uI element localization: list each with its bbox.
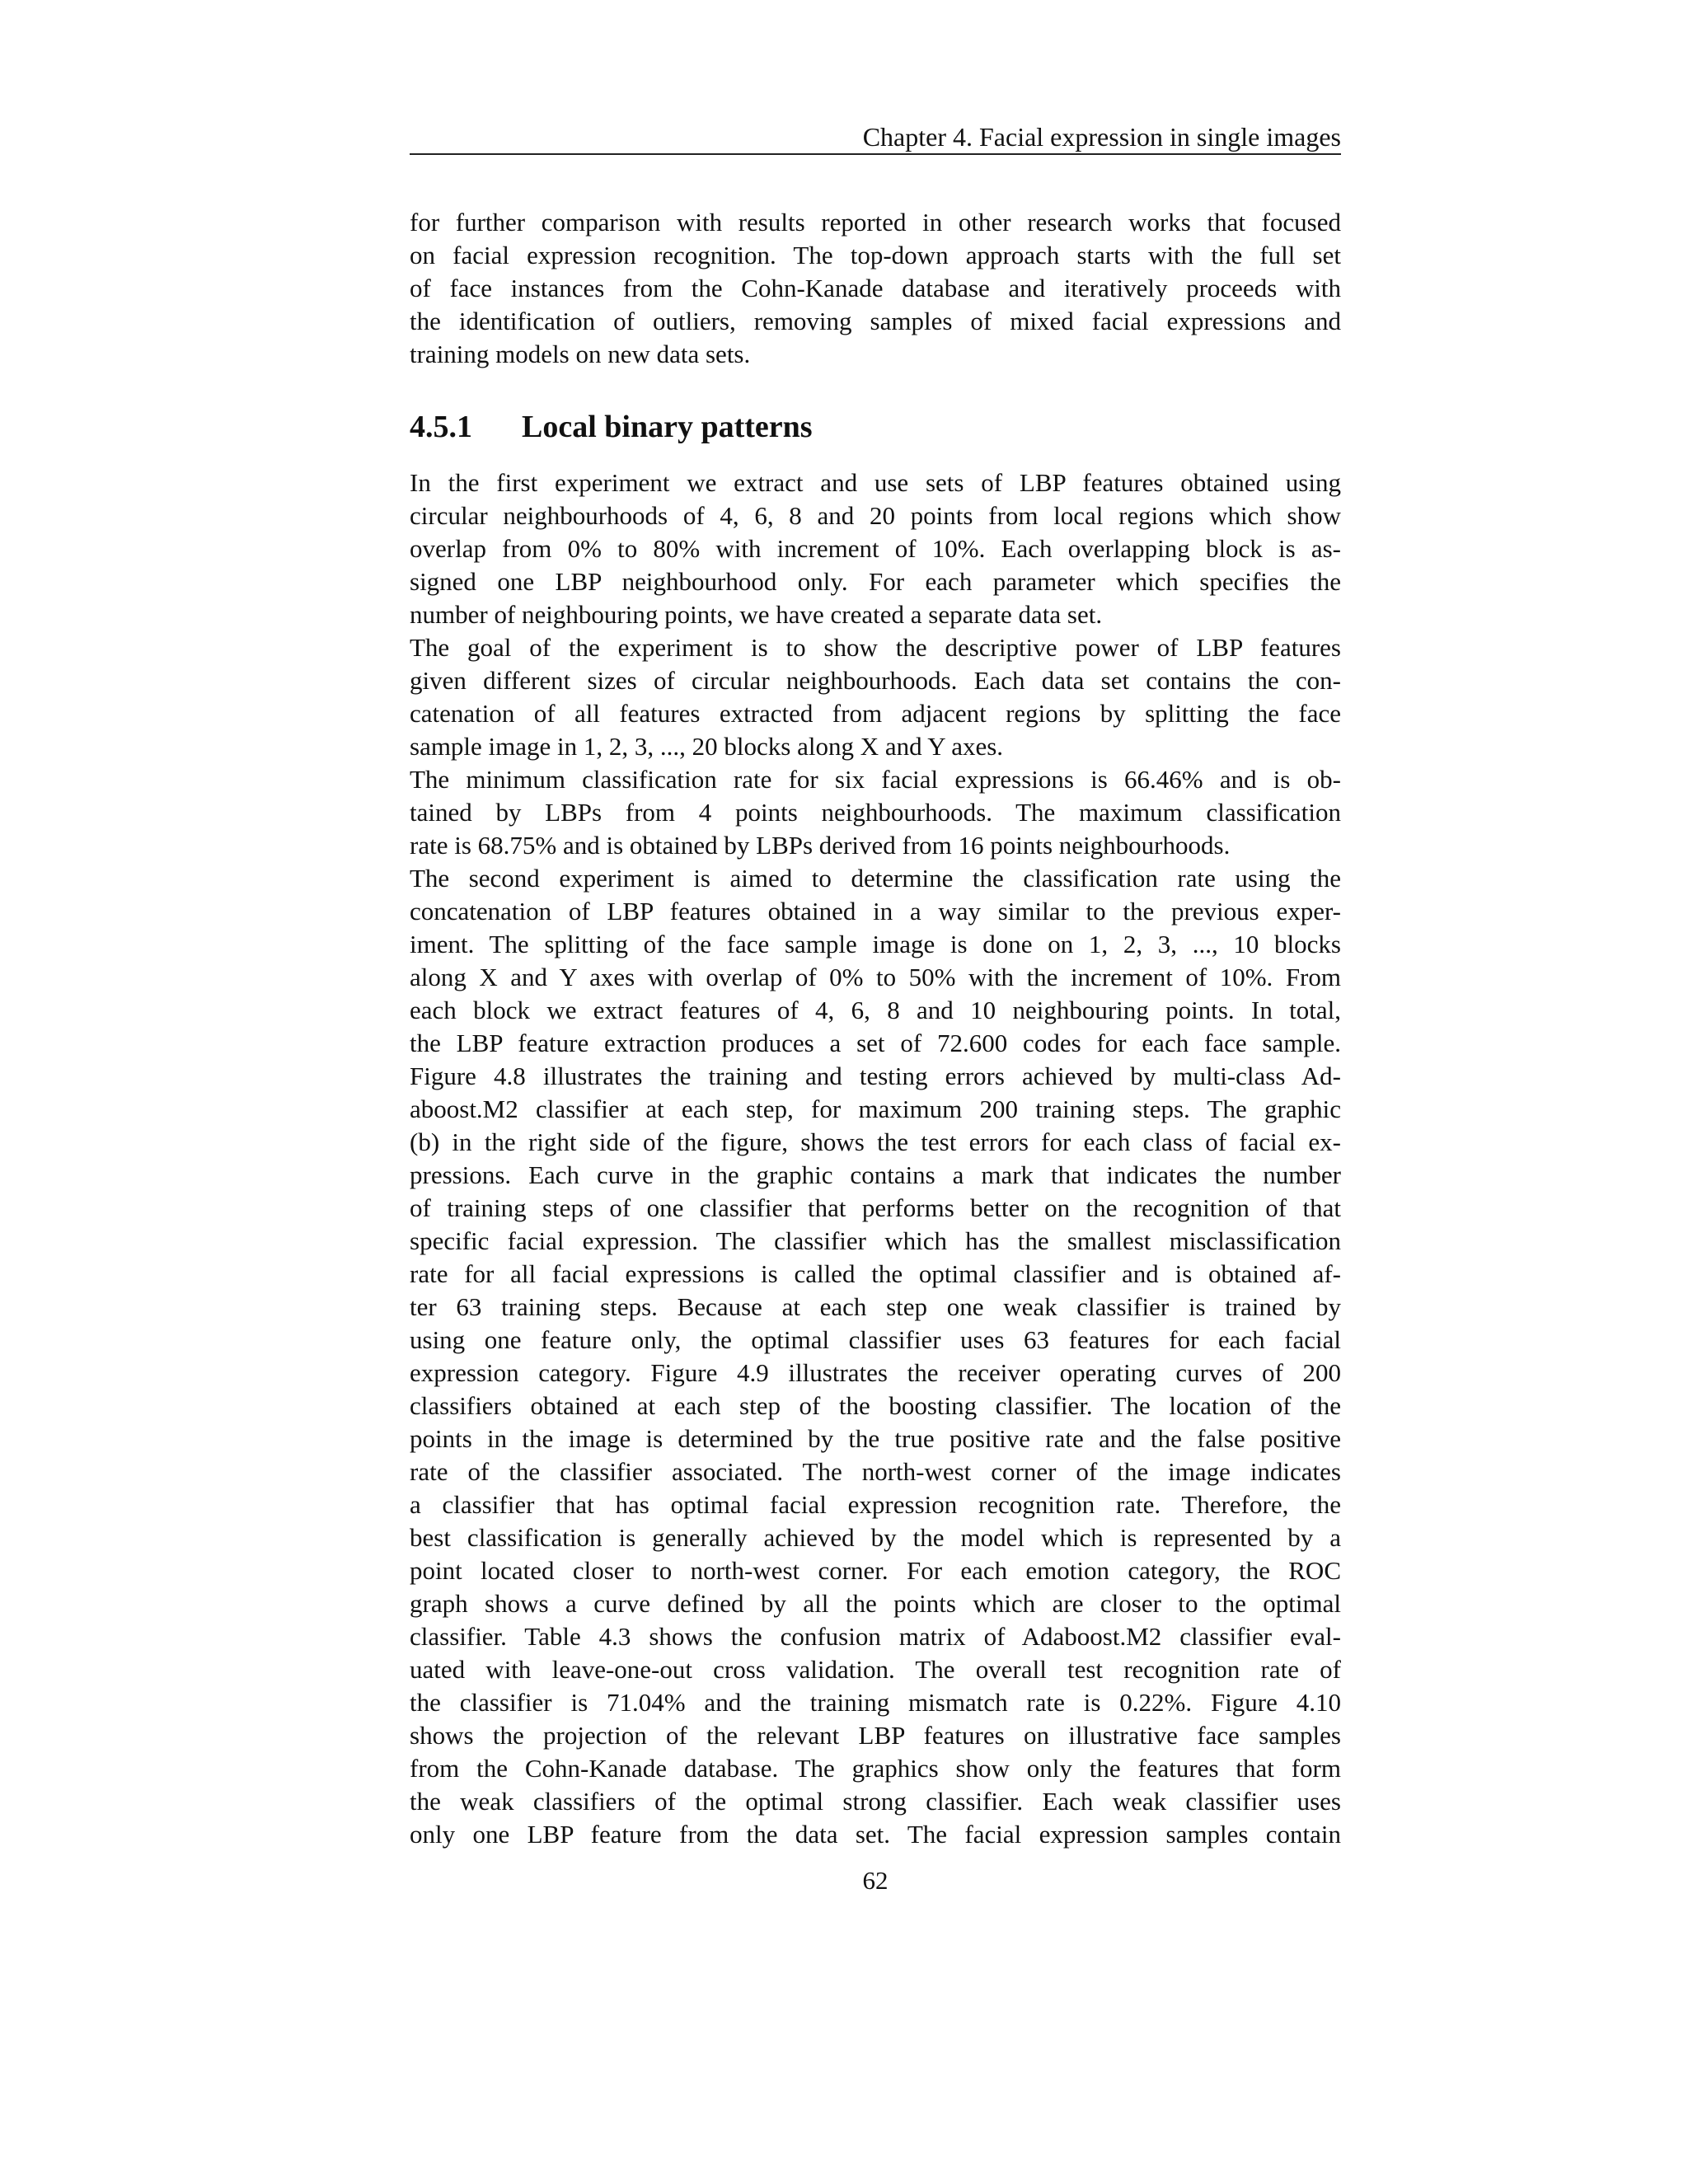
text-line: signed one LBP neighbourhood only. For each parameter which specifies the <box>410 567 1341 596</box>
text-line: catenation of all features extracted from adjacent regions by splitting the face <box>410 699 1341 728</box>
text-line: rate of the classifier associated. The north-west corner of the image indicates <box>410 1457 1341 1486</box>
intro-paragraph <box>410 206 1341 371</box>
text-line: tained by LBPs from 4 points neighbourhoods. The maximum classification <box>410 798 1341 827</box>
text-line: training models on new data sets. <box>410 340 751 368</box>
text-line: best classification is generally achieved by the model which is represented by a <box>410 1523 1341 1552</box>
text-line: The goal of the experiment is to show the descriptive power of LBP features <box>410 633 1341 662</box>
text-line: the classifier is 71.04% and the training mismatch rate is 0.22%. Figure 4.10 <box>410 1688 1341 1717</box>
text-line: overlap from 0% to 80% with increment of 10%. Each overlapping block is as- <box>410 534 1341 563</box>
text-line: (b) in the right side of the figure, shows the test errors for each class of facial ex- <box>410 1127 1341 1156</box>
text-line: given different sizes of circular neighbourhoods. Each data set contains the con- <box>410 666 1341 695</box>
text-line: each block we extract features of 4, 6, 8 and 10 neighbouring points. In total, <box>410 996 1341 1024</box>
text-line: points in the image is determined by the true positive rate and the false positive <box>410 1424 1341 1453</box>
text-line: a classifier that has optimal facial expression recognition rate. Therefore, the <box>410 1490 1341 1519</box>
text-line: shows the projection of the relevant LBP features on illustrative face samples <box>410 1721 1341 1750</box>
text-line: only one LBP feature from the data set. The facial expression samples contain <box>410 1820 1341 1849</box>
text-line: aboost.M2 classifier at each step, for maximum 200 training steps. The graphic <box>410 1094 1341 1123</box>
text-line: of training steps of one classifier that performs better on the recognition of that <box>410 1193 1341 1222</box>
text-line: on facial expression recognition. The top-down approach starts with the full set <box>410 241 1341 269</box>
text-line: point located closer to north-west corner. For each emotion category, the ROC <box>410 1556 1341 1585</box>
text-line: specific facial expression. The classifier which has the smallest misclassification <box>410 1226 1341 1255</box>
section-number: 4.5.1 <box>410 410 472 444</box>
text-line: for further comparison with results reported in other research works that focused <box>410 208 1341 237</box>
text-line: using one feature only, the optimal classifier uses 63 features for each facial <box>410 1325 1341 1354</box>
text-line: pressions. Each curve in the graphic contains a mark that indicates the number <box>410 1160 1341 1189</box>
page-number: 62 <box>862 1866 889 1895</box>
section-title: Local binary patterns <box>522 410 813 444</box>
text-line: iment. The splitting of the face sample image is done on 1, 2, 3, ..., 10 blocks <box>410 930 1341 958</box>
text-line: circular neighbourhoods of 4, 6, 8 and 20 points from local regions which show <box>410 501 1341 530</box>
text-line: The second experiment is aimed to determine the classification rate using the <box>410 864 1341 893</box>
text-line: rate is 68.75% and is obtained by LBPs derived from 16 points neighbourhoods. <box>410 831 1231 860</box>
text-line: number of neighbouring points, we have created a separate data set. <box>410 600 1103 629</box>
text-line: ter 63 training steps. Because at each step one weak classifier is trained by <box>410 1292 1341 1321</box>
text-line: along X and Y axes with overlap of 0% to 50% with the increment of 10%. From <box>410 963 1341 991</box>
text-line: The minimum classification rate for six facial expressions is 66.46% and is ob- <box>410 765 1341 794</box>
text-line: graph shows a curve defined by all the points which are closer to the optimal <box>410 1589 1341 1618</box>
text-line: In the first experiment we extract and use sets of LBP features obtained using <box>410 468 1341 497</box>
text-line: classifier. Table 4.3 shows the confusion matrix of Adaboost.M2 classifier eval- <box>410 1622 1341 1651</box>
header-rule <box>410 153 1341 155</box>
text-line: concatenation of LBP features obtained in a way similar to the previous exper- <box>410 897 1341 926</box>
text-line: from the Cohn-Kanade database. The graphics show only the features that form <box>410 1754 1341 1783</box>
text-line: the LBP feature extraction produces a set of 72.600 codes for each face sample. <box>410 1029 1341 1057</box>
text-line: Figure 4.8 illustrates the training and testing errors achieved by multi-class Ad- <box>410 1062 1341 1090</box>
section-heading <box>410 404 1341 450</box>
text-line: the weak classifiers of the optimal strong classifier. Each weak classifier uses <box>410 1787 1341 1816</box>
section-body <box>410 466 1341 1851</box>
text-line: expression category. Figure 4.9 illustrates the receiver operating curves of 200 <box>410 1358 1341 1387</box>
text-line: classifiers obtained at each step of the boosting classifier. The location of the <box>410 1391 1341 1420</box>
running-header: Chapter 4. Facial expression in single images <box>862 122 1341 152</box>
text-line: the identification of outliers, removing samples of mixed facial expressions and <box>410 307 1341 335</box>
text-line: uated with leave-one-out cross validation. The overall test recognition rate of <box>410 1655 1341 1684</box>
text-line: sample image in 1, 2, 3, ..., 20 blocks along X and Y axes. <box>410 732 1004 761</box>
text-line: rate for all facial expressions is called the optimal classifier and is obtained af- <box>410 1259 1341 1288</box>
text-line: of face instances from the Cohn-Kanade database and iteratively proceeds with <box>410 274 1341 302</box>
